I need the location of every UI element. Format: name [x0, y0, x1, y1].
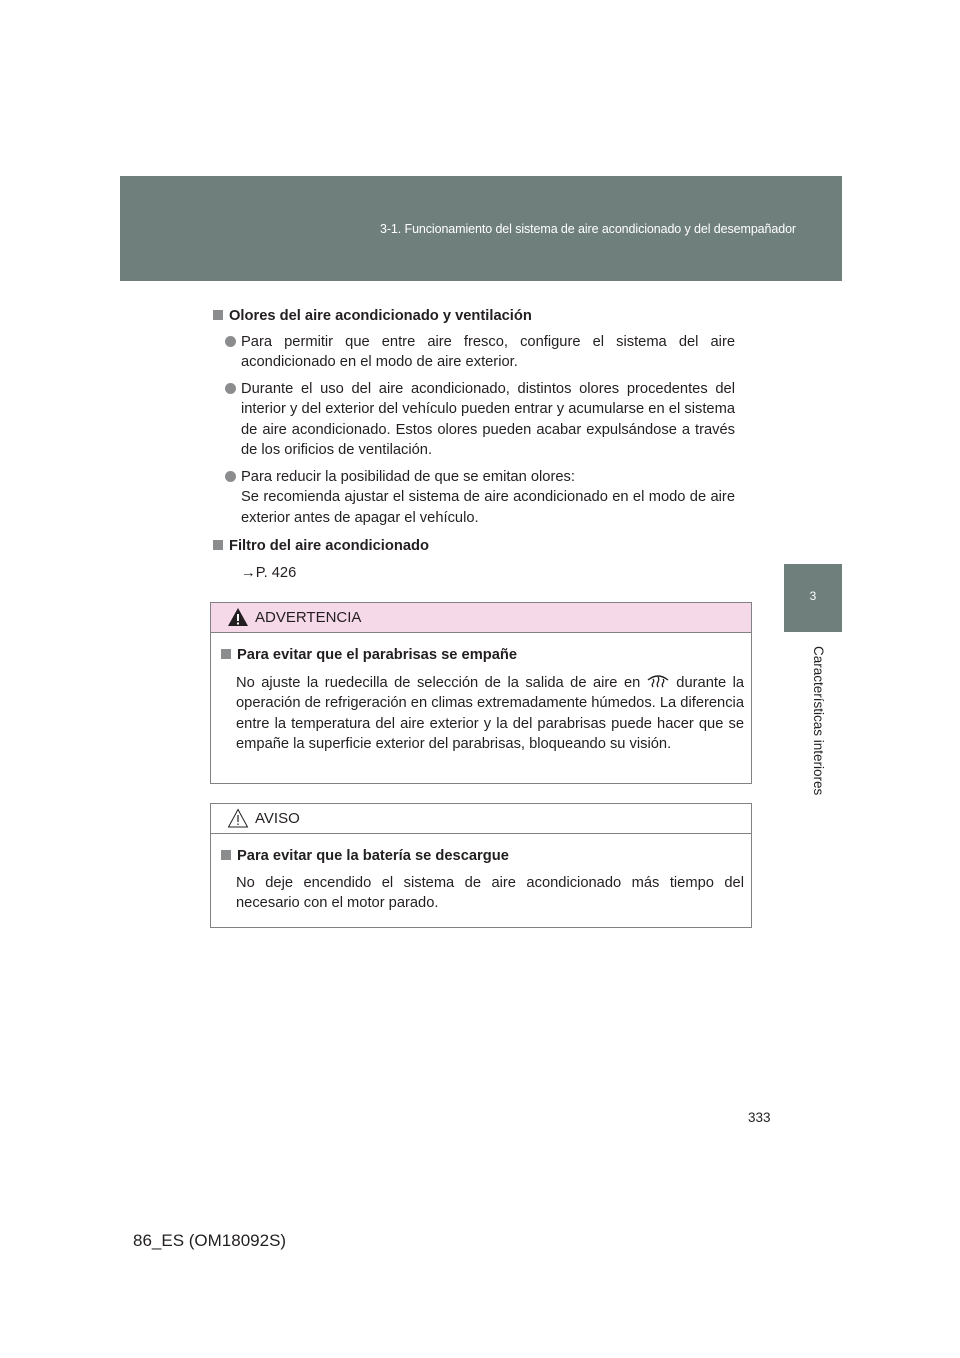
square-bullet-icon	[213, 310, 223, 320]
notice-body	[211, 834, 751, 922]
notice-text: No deje encendido el sistema de aire acondicionado más tiempo del necesario con el motor parado.	[236, 874, 744, 911]
main-content	[213, 306, 735, 583]
notice-header	[211, 804, 751, 834]
section-heading-odors: Olores del aire acondicionado y ventilación	[213, 306, 735, 327]
warning-header	[211, 603, 751, 633]
chapter-side-label: Características interiores	[811, 646, 826, 796]
chapter-side-tab	[784, 564, 842, 632]
chapter-title: 3-1. Funcionamiento del sistema de aire acondicionado y del desempañador	[380, 222, 796, 236]
list-item: Durante el uso del aire acondicionado, distintos olores procedentes del interior y del exterior del vehículo pueden entrar y acumularse en el sistema de aire acondicionado. Estos olores pueden acabar expulsándose a través de los orificios de ventilación.	[213, 379, 735, 461]
warning-triangle-icon	[227, 607, 249, 627]
square-bullet-icon	[221, 850, 231, 860]
chapter-number: 3	[809, 589, 817, 603]
list-item: Para reducir la posibilidad de que se emitan olores: Se recomienda ajustar el sistema de aire acondicionado en el modo de aire exterior antes de apagar el vehículo.	[213, 467, 735, 529]
notice-title: AVISO	[255, 810, 300, 827]
circle-bullet-icon	[225, 383, 236, 394]
chapter-header-bar	[120, 176, 842, 281]
list-item: Para permitir que entre aire fresco, configure el sistema del aire acondicionado en el modo de aire exterior.	[213, 332, 735, 373]
warning-heading: Para evitar que el parabrisas se empañe	[221, 645, 744, 666]
warning-title: ADVERTENCIA	[255, 609, 362, 626]
circle-bullet-icon	[225, 336, 236, 347]
caution-triangle-icon	[227, 808, 249, 828]
section-heading-filter: Filtro del aire acondicionado	[213, 536, 735, 557]
circle-bullet-icon	[225, 471, 236, 482]
page-reference-link[interactable]: →P. 426	[241, 564, 297, 581]
warning-text: No ajuste la ruedecilla de selección de la salida de aire en durante la operación de refrigeración en climas extremadamente húmedos. La diferencia entre la temperatura del aire exterior y la del parabrisas puede hacer que se empañe la superficie exterior del parabrisas, bloqueando su visión.	[236, 672, 744, 755]
square-bullet-icon	[221, 649, 231, 659]
document-code: 86_ES (OM18092S)	[133, 1231, 287, 1250]
warning-box	[210, 602, 752, 784]
notice-box	[210, 803, 752, 928]
square-bullet-icon	[213, 540, 223, 550]
warning-body	[211, 633, 751, 763]
page-number: 333	[748, 1110, 771, 1125]
defrost-icon	[646, 672, 670, 690]
notice-heading: Para evitar que la batería se descargue	[221, 846, 744, 867]
